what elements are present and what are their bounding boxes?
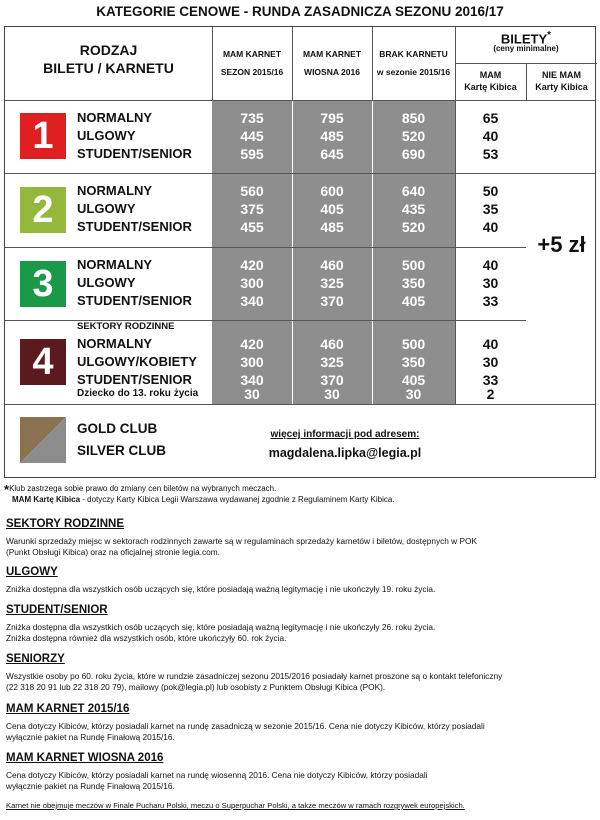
price-cell: 420 [240,257,264,273]
category-1-badge: 1 [20,113,66,159]
price-cell: 40 [482,257,499,273]
price-cell: 645 [320,146,344,162]
price-cell: 325 [320,354,344,370]
price-table [4,26,596,478]
surcharge-value: +5 zł [537,232,586,257]
price-cell: 405 [320,201,344,217]
price-cell: 485 [320,219,344,235]
section-line: Zniżka dostępna również dla wszystkich osób, które ukończyły 60. rok życia. [6,633,287,643]
category-4-badge: 4 [20,339,66,385]
price-cell: 30 [405,386,422,402]
price-cell: 735 [240,110,264,126]
section-title: STUDENT/SENIOR [6,604,108,616]
price-cell: 325 [320,275,344,291]
price-cell: 2 [486,386,495,402]
price-cell: 370 [320,372,344,388]
header-col-none: BRAK KARNETU w sezonie 2015/16 [376,49,451,77]
category-2-label-reduced: ULGOWY [77,201,136,216]
section-line: (22 318 20 91 lub 22 318 20 79), mailowy (pok@legia.pl) lub osobisty z Punktem Obsługi Kibica (POK). [6,682,386,692]
price-cell: 53 [482,146,499,162]
section-line: Wszystkie osoby po 60. roku życia, które w rundzie zasadniczej sezonu 2015/2016 posiadały karnet proszone są o kontakt telefoniczny [6,671,503,681]
club-swatch [20,417,66,463]
category-4-label-reduced: ULGOWY/KOBIETY [77,354,197,369]
header-col-nocard: NIE MAM Karty Kibica [535,70,588,92]
category-1-label-student: STUDENT/SENIOR [77,146,192,161]
section-title: SENIORZY [6,653,65,665]
price-cell: 65 [482,110,499,126]
price-cell: 690 [401,146,426,162]
price-cell: 33 [482,293,499,309]
price-cell: 30 [482,275,499,291]
price-cell: 405 [401,372,426,388]
price-cell: 350 [401,275,426,291]
price-cell: 350 [401,354,426,370]
header-col-spring: MAM KARNET WIOSNA 2016 [302,49,362,77]
category-4-subtitle: SEKTORY RODZINNE [77,321,175,332]
price-cell: 375 [240,201,264,217]
price-cell: 600 [320,183,344,199]
section-body [6,584,594,595]
price-cell: 50 [482,183,499,199]
silver-club-label: SILVER CLUB [77,443,167,458]
price-cell: 405 [401,293,426,309]
price-cell: 300 [240,354,264,370]
category-2-label-normal: NORMALNY [77,183,153,198]
section-title: MAM KARNET WIOSNA 2016 [6,752,164,764]
header-ticket-type: RODZAJ BILETU / KARNETU [43,42,174,76]
price-cell: 33 [482,372,499,388]
section-line: (Punkt Obsługi Kibica) oraz na oficjalnej stronie legia.com. [6,547,220,557]
price-cell: 30 [482,354,499,370]
category-3-label-reduced: ULGOWY [77,275,136,290]
price-cell: 40 [482,219,499,235]
section-line: Zniżka dostępna dla wszystkich osób uczących się, które posiadają ważną legitymację i nie ukończyły 26. roku życia. [6,622,436,632]
section-line: Cena dotyczy Kibiców, którzy posiadali karnet na rundę zasadniczą w sezonie 2015/16. Cena nie dotyczy Kibiców, którzy posiadali [6,721,485,731]
price-cell: 520 [401,128,426,144]
price-cell: 40 [482,128,499,144]
section-title: MAM KARNET 2015/16 [6,703,130,715]
price-cell: 30 [244,386,260,402]
section-line: Warunki sprzedaży miejsc w sektorach rodzinnych zawarte są w regulaminach sprzedaży karnetów i biletów, dostępnych w POK [6,536,477,546]
price-cell: 340 [240,293,264,309]
price-cell: 35 [482,201,499,217]
contact-email-link[interactable]: magdalena.lipka@legia.pl [268,446,422,460]
price-cell: 445 [240,128,264,144]
category-3-badge: 3 [20,261,66,307]
category-2-badge: 2 [20,187,66,233]
price-cell: 795 [320,110,344,126]
category-1-label-normal: NORMALNY [77,110,153,125]
price-cell: 500 [401,257,426,273]
category-4-label-normal: NORMALNY [77,336,153,351]
section-line: wyłącznie pakiet na Rundę Finałową 2015/16. [6,732,175,742]
section-body [6,671,594,693]
price-cell: 460 [320,257,344,273]
price-cell: 595 [240,146,264,162]
category-3-label-normal: NORMALNY [77,257,153,272]
price-cell: 850 [401,110,426,126]
price-cell: 300 [240,275,264,291]
gold-club-label: GOLD CLUB [77,421,158,436]
section-body [6,770,594,792]
price-cell: 40 [482,336,499,352]
price-cell: 640 [401,183,426,199]
price-cell: 30 [324,386,340,402]
price-cell: 370 [320,293,344,309]
price-cell: 420 [240,336,264,352]
price-cell: 340 [240,372,264,388]
price-cell: 500 [401,336,426,352]
category-4-label-child: Dziecko do 13. roku życia [77,388,199,399]
header-col-season: MAM KARNET SEZON 2015/16 [220,49,284,77]
section-title: ULGOWY [6,566,58,578]
section-title: SEKTORY RODZINNE [6,518,124,530]
category-2-label-student: STUDENT/SENIOR [77,219,192,234]
category-3-label-student: STUDENT/SENIOR [77,293,192,308]
section-line: Zniżka dostępna dla wszystkich osób uczących się, które posiadają ważną legitymację i nie ukończyły 19. roku życia. [6,584,436,594]
price-cell: 435 [401,201,426,217]
section-body [6,721,594,743]
gold-silver-swatch-icon [20,417,66,463]
section-body [6,536,594,558]
page-title: KATEGORIE CENOWE - RUNDA ZASADNICZA SEZONU 2016/17 [96,4,504,19]
more-info-label: więcej informacji pod adresem: [270,429,420,440]
category-4-label-student: STUDENT/SENIOR [77,372,192,387]
header-col-card: MAM Kartę Kibica [464,70,517,92]
section-line: Cena dotyczy Kibiców, którzy posiadali karnet na rundę wiosenną 2016. Cena nie dotyczy Kibiców, którzy posiadali [6,770,428,780]
footnote: *Klub zastrzega sobie prawo do zmiany cen biletów na wybranych meczach. MAM Kartę Kibica - dotyczy Karty Kibica Legii Warszawa wydawanej zgodnie z Regulaminem Karty Kibica. [4,482,395,504]
price-cell: 520 [401,219,426,235]
price-cell: 455 [240,219,264,235]
price-cell: 460 [320,336,344,352]
section-line: wyłącznie pakiet na Rundę Finałową 2015/16. [6,781,175,791]
price-cell: 485 [320,128,344,144]
bottom-note: Karnet nie obejmuje meczów w Finale Pucharu Polski, meczu o Superpuchar Polski, a także meczów w ramach rozgrywek europejskich. [6,801,465,810]
category-1-label-reduced: ULGOWY [77,128,136,143]
price-cell: 560 [240,183,264,199]
section-body [6,622,594,644]
header-tickets: BILETY* (ceny minimalne) [493,30,559,54]
